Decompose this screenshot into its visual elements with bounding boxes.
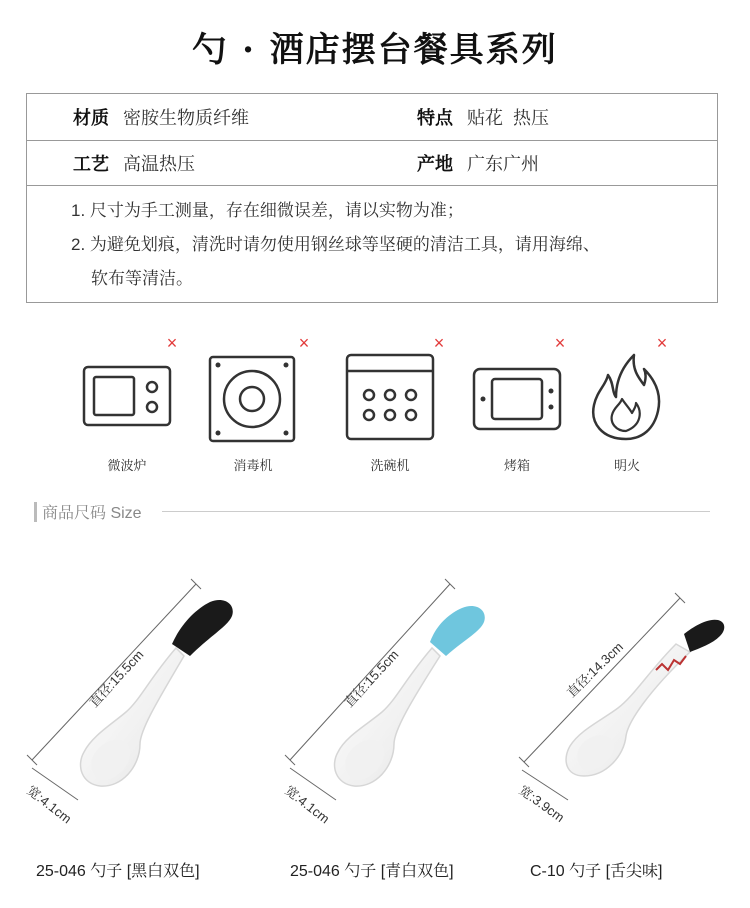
usage-label: 消毒机 xyxy=(233,458,273,473)
forbidden-mark: × xyxy=(433,333,445,353)
spec-craft xyxy=(73,140,195,185)
usage-label: 洗碗机 xyxy=(370,458,410,473)
microwave-icon xyxy=(72,335,182,445)
forbidden-mark: × xyxy=(554,333,566,353)
care-notes xyxy=(71,194,600,296)
spec-value: 密胺生物质纤维 xyxy=(123,108,249,128)
usage-icons xyxy=(0,335,750,485)
spec-row xyxy=(27,94,717,141)
spoon-illustrations xyxy=(0,560,750,850)
spoon-decal xyxy=(516,593,724,825)
spoon-black-white xyxy=(24,579,233,826)
product-caption: 25-046 勺子 [青白双色] xyxy=(290,863,454,880)
spec-table xyxy=(26,93,718,303)
divider xyxy=(162,511,710,512)
usage-item xyxy=(335,335,445,485)
usage-label: 微波炉 xyxy=(107,458,147,473)
spec-key: 特点 xyxy=(417,108,453,128)
usage-label: 烤箱 xyxy=(503,458,530,473)
spec-key: 材质 xyxy=(73,108,109,128)
size-header-label: 商品尺码 Size xyxy=(42,505,142,522)
note-line: 2. 为避免划痕，清洗时请勿使用钢丝球等坚硬的清洁工具，请用海绵、 xyxy=(71,235,600,254)
note-line: 软布等清洁。 xyxy=(91,269,193,288)
spoon-cyan-white xyxy=(282,579,485,826)
width-label: 宽:4.1cm xyxy=(24,782,75,827)
product-caption: C-10 勺子 [舌尖味] xyxy=(530,863,663,880)
spec-value: 贴花 热压 xyxy=(467,108,550,128)
section-marker xyxy=(34,502,37,522)
page-title: 勺 · 酒店摆台餐具系列 xyxy=(192,30,558,70)
spec-material xyxy=(73,94,249,140)
width-label: 宽:3.9cm xyxy=(516,782,568,826)
length-label: 直径:15.5cm xyxy=(86,646,147,711)
spec-row xyxy=(27,140,717,186)
spec-origin xyxy=(417,140,539,185)
spec-value: 广东广州 xyxy=(467,153,539,174)
spec-value: 高温热压 xyxy=(123,153,195,174)
open-flame-icon xyxy=(572,335,682,445)
note-line: 1. 尺寸为手工测量，存在细微误差，请以实物为准； xyxy=(71,201,464,220)
usage-item xyxy=(198,335,308,485)
forbidden-mark: × xyxy=(298,333,310,353)
length-label: 直径:15.5cm xyxy=(341,646,402,711)
sterilizer-icon xyxy=(198,335,308,445)
dishwasher-icon xyxy=(335,335,445,445)
width-label: 宽:4.1cm xyxy=(282,782,333,827)
size-section-header xyxy=(34,500,714,522)
usage-item xyxy=(572,335,682,485)
usage-item xyxy=(462,335,572,485)
usage-item xyxy=(72,335,182,485)
forbidden-mark: × xyxy=(656,333,668,353)
product-caption: 25-046 勺子 [黑白双色] xyxy=(36,863,200,880)
spec-key: 工艺 xyxy=(73,153,109,174)
spec-key: 产地 xyxy=(417,153,453,174)
oven-icon xyxy=(462,335,572,445)
usage-label: 明火 xyxy=(613,458,640,473)
spec-feature xyxy=(417,94,549,140)
forbidden-mark: × xyxy=(166,333,178,353)
length-label: 直径:14.3cm xyxy=(563,639,627,701)
